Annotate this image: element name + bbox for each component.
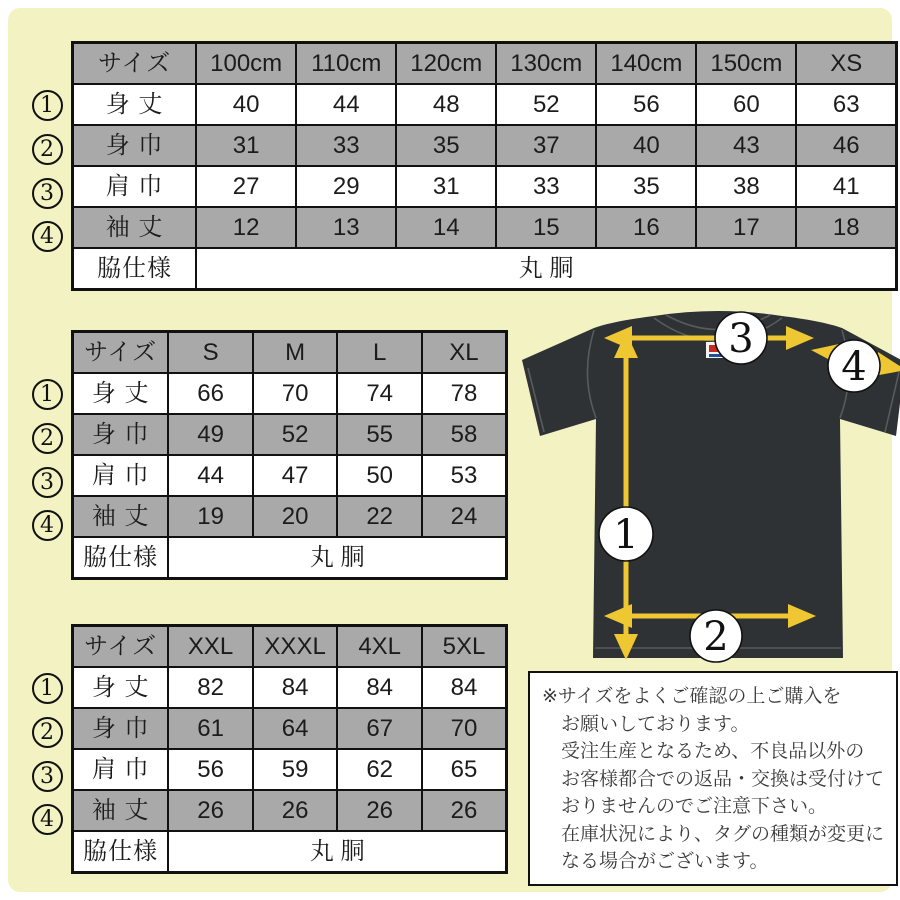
note-line: 受注生産となるため、不良品以外の — [561, 741, 865, 762]
column-header: XXXL — [253, 626, 338, 668]
marker-slot — [27, 754, 67, 798]
row-label: 肩 巾 — [73, 455, 169, 496]
measurement-cell: 35 — [596, 166, 696, 207]
measurement-cell: 35 — [396, 125, 496, 166]
measurement-cell: 31 — [396, 166, 496, 207]
side-spec-label: 脇仕様 — [73, 537, 169, 579]
measurement-cell: 52 — [253, 414, 338, 455]
row-marker-1: 1 — [32, 673, 63, 704]
marker-1: 1 — [613, 512, 639, 558]
measurement-cell: 38 — [696, 166, 796, 207]
measurement-cell: 84 — [422, 667, 507, 708]
big-sizes-table — [71, 624, 508, 874]
measurement-cell: 22 — [337, 496, 422, 537]
row-label: 身 巾 — [73, 125, 197, 166]
measurement-cell: 41 — [796, 166, 896, 207]
adult-sizes-table — [71, 330, 508, 580]
measurement-cell: 64 — [253, 708, 338, 749]
marker-slot — [27, 171, 67, 215]
kids-sizes-table — [71, 41, 898, 291]
row-marker-3: 3 — [32, 761, 63, 792]
marker-slot — [27, 215, 67, 259]
marker-4: 4 — [841, 344, 867, 390]
measurement-cell: 56 — [168, 749, 253, 790]
row-label: 身 巾 — [73, 708, 169, 749]
measurement-cell: 12 — [196, 207, 296, 248]
measurement-cell: 56 — [596, 84, 696, 125]
row-label: 身 巾 — [73, 414, 169, 455]
row-marker-1: 1 — [32, 379, 63, 410]
side-spec-value: 丸 胴 — [168, 537, 506, 579]
marker-slot — [27, 373, 67, 417]
measurement-cell: 29 — [296, 166, 396, 207]
measurement-cell: 70 — [422, 708, 507, 749]
adult-table-row-markers — [27, 373, 67, 548]
side-spec-value: 丸 胴 — [196, 248, 896, 290]
body-length-arrow — [624, 352, 629, 638]
marker-2: 2 — [703, 614, 729, 660]
row-marker-2: 2 — [32, 134, 63, 165]
column-header: 4XL — [337, 626, 422, 668]
row-marker-2: 2 — [32, 717, 63, 748]
column-header: M — [253, 332, 338, 374]
measurement-cell: 63 — [796, 84, 896, 125]
measurement-cell: 55 — [337, 414, 422, 455]
measurement-cell: 24 — [422, 496, 507, 537]
measurement-cell: 50 — [337, 455, 422, 496]
column-header: 150cm — [696, 43, 796, 85]
measurement-cell: 84 — [253, 667, 338, 708]
measurement-cell: 52 — [496, 84, 596, 125]
side-spec-label: 脇仕様 — [73, 248, 197, 290]
row-label: 袖 丈 — [73, 207, 197, 248]
measurement-cell: 15 — [496, 207, 596, 248]
size-header-label: サイズ — [73, 332, 169, 374]
measurement-cell: 40 — [196, 84, 296, 125]
kids-table-row-markers — [27, 84, 67, 259]
marker-slot — [27, 504, 67, 548]
measurement-cell: 49 — [168, 414, 253, 455]
column-header: 5XL — [422, 626, 507, 668]
measurement-cell: 44 — [296, 84, 396, 125]
measurement-cell: 62 — [337, 749, 422, 790]
note-line: お客様都合での返品・交換は受付けて — [561, 768, 885, 790]
column-header: L — [337, 332, 422, 374]
adult-size-table-container — [71, 330, 508, 580]
measurement-cell: 20 — [253, 496, 338, 537]
note-line: おりませんのでご注意下さい。 — [561, 796, 828, 817]
measurement-cell: 59 — [253, 749, 338, 790]
marker-slot — [27, 798, 67, 842]
measurement-cell: 26 — [253, 790, 338, 831]
big-table-row-markers — [27, 667, 67, 842]
column-header: 110cm — [296, 43, 396, 85]
marker-slot — [27, 460, 67, 504]
row-marker-4: 4 — [32, 221, 63, 252]
column-header: 140cm — [596, 43, 696, 85]
marker-slot — [27, 711, 67, 755]
measurement-cell: 19 — [168, 496, 253, 537]
note-line: 在庫状況により、タグの種類が変更に — [561, 823, 885, 845]
measurement-cell: 60 — [696, 84, 796, 125]
marker-slot — [27, 128, 67, 172]
column-header: 130cm — [496, 43, 596, 85]
measurement-cell: 17 — [696, 207, 796, 248]
measurement-cell: 33 — [496, 166, 596, 207]
big-size-table-container — [71, 624, 508, 874]
measurement-cell: 37 — [496, 125, 596, 166]
measurement-cell: 67 — [337, 708, 422, 749]
measurement-cell: 78 — [422, 373, 507, 414]
measurement-cell: 13 — [296, 207, 396, 248]
measurement-cell: 53 — [422, 455, 507, 496]
row-label: 身 丈 — [73, 84, 197, 125]
marker-slot — [27, 667, 67, 711]
row-marker-4: 4 — [32, 804, 63, 835]
notice-text — [542, 683, 886, 876]
measurement-cell: 70 — [253, 373, 338, 414]
measurement-cell: 47 — [253, 455, 338, 496]
measurement-cell: 48 — [396, 84, 496, 125]
background-panel — [8, 8, 892, 892]
note-line: お願いしております。 — [561, 713, 750, 735]
measurement-cell: 65 — [422, 749, 507, 790]
purchase-notice-box — [528, 671, 898, 886]
marker-slot — [27, 417, 67, 461]
column-header: XL — [422, 332, 507, 374]
measurement-cell: 58 — [422, 414, 507, 455]
row-marker-4: 4 — [32, 510, 63, 541]
measurement-cell: 14 — [396, 207, 496, 248]
measurement-cell: 82 — [168, 667, 253, 708]
shoulder-width-arrow — [624, 336, 794, 341]
column-header: S — [168, 332, 253, 374]
measurement-cell: 26 — [168, 790, 253, 831]
tshirt-measurement-diagram — [508, 306, 900, 668]
column-header: 100cm — [196, 43, 296, 85]
row-label: 肩 巾 — [73, 749, 169, 790]
row-label: 身 丈 — [73, 373, 169, 414]
size-header-label: サイズ — [73, 43, 197, 85]
measurement-cell: 40 — [596, 125, 696, 166]
column-header: XXL — [168, 626, 253, 668]
measurement-cell: 33 — [296, 125, 396, 166]
column-header: XS — [796, 43, 896, 85]
measurement-cell: 46 — [796, 125, 896, 166]
measurement-cell: 61 — [168, 708, 253, 749]
measurement-cell: 31 — [196, 125, 296, 166]
side-spec-label: 脇仕様 — [73, 831, 169, 873]
measurement-cell: 27 — [196, 166, 296, 207]
measurement-cell: 16 — [596, 207, 696, 248]
size-header-label: サイズ — [73, 626, 169, 668]
row-label: 身 丈 — [73, 667, 169, 708]
measurement-cell: 84 — [337, 667, 422, 708]
measurement-cell: 18 — [796, 207, 896, 248]
row-label: 肩 巾 — [73, 166, 197, 207]
marker-slot — [27, 84, 67, 128]
row-marker-2: 2 — [32, 423, 63, 454]
row-marker-1: 1 — [32, 90, 63, 121]
measurement-cell: 26 — [337, 790, 422, 831]
measurement-cell: 44 — [168, 455, 253, 496]
note-line: なる場合がございます。 — [561, 851, 769, 872]
measurement-cell: 74 — [337, 373, 422, 414]
row-label: 袖 丈 — [73, 496, 169, 537]
measurement-cell: 26 — [422, 790, 507, 831]
kids-size-table-container — [71, 41, 898, 291]
measurement-cell: 43 — [696, 125, 796, 166]
column-header: 120cm — [396, 43, 496, 85]
note-line: ※サイズをよくご確認の上ご購入を — [542, 686, 842, 707]
row-marker-3: 3 — [32, 467, 63, 498]
side-spec-value: 丸 胴 — [168, 831, 506, 873]
measurement-cell: 66 — [168, 373, 253, 414]
row-label: 袖 丈 — [73, 790, 169, 831]
marker-3: 3 — [728, 316, 754, 362]
row-marker-3: 3 — [32, 178, 63, 209]
